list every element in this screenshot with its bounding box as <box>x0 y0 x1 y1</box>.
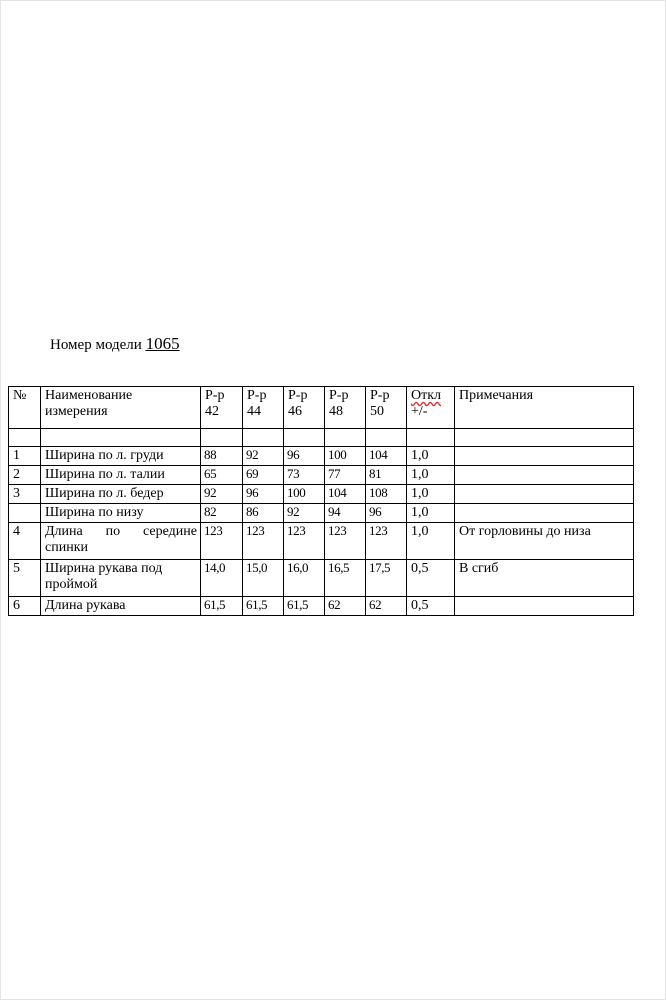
size-44-value: 15,0 <box>243 560 284 597</box>
header-deviation <box>407 387 455 429</box>
row-note <box>455 466 634 485</box>
size-44-value: 92 <box>243 447 284 466</box>
size-48-value: 123 <box>325 523 366 560</box>
size-44-value: 69 <box>243 466 284 485</box>
size-46-value: 92 <box>284 504 325 523</box>
model-label: Номер модели <box>50 337 142 353</box>
size-46-value: 16,0 <box>284 560 325 597</box>
header-size-50 <box>366 387 407 429</box>
row-number: 3 <box>9 485 41 504</box>
size-46-value: 61,5 <box>284 597 325 616</box>
size-50-value: 17,5 <box>366 560 407 597</box>
header-number: № <box>9 387 41 429</box>
header-size-label: Р-р <box>288 388 308 403</box>
header-size-value: 42 <box>205 404 219 420</box>
deviation-value: 1,0 <box>407 447 455 466</box>
row-number: 5 <box>9 560 41 597</box>
row-number: 2 <box>9 466 41 485</box>
size-42-value: 123 <box>201 523 243 560</box>
table-row <box>9 447 634 466</box>
header-size-value: 46 <box>288 404 302 420</box>
header-measurement-name <box>41 387 201 429</box>
header-size-label: Р-р <box>329 388 349 403</box>
size-44-value: 123 <box>243 523 284 560</box>
table-row <box>9 466 634 485</box>
deviation-value: 1,0 <box>407 466 455 485</box>
table-cell <box>243 429 284 447</box>
header-size-44 <box>243 387 284 429</box>
size-46-value: 96 <box>284 447 325 466</box>
row-note <box>455 485 634 504</box>
row-name-line2: проймой <box>45 577 98 593</box>
header-size-value: 50 <box>370 404 384 420</box>
size-44-value: 61,5 <box>243 597 284 616</box>
table-cell <box>455 429 634 447</box>
size-48-value: 94 <box>325 504 366 523</box>
table-cell <box>201 429 243 447</box>
size-42-value: 88 <box>201 447 243 466</box>
size-48-value: 104 <box>325 485 366 504</box>
size-48-value: 100 <box>325 447 366 466</box>
size-44-value: 86 <box>243 504 284 523</box>
row-name: Ширина по л. талии <box>41 466 201 485</box>
size-50-value: 96 <box>366 504 407 523</box>
table-row <box>9 485 634 504</box>
model-number: 1065 <box>145 334 180 353</box>
row-name-line2: спинки <box>45 540 88 556</box>
row-name: Ширина по л. бедер <box>41 485 201 504</box>
deviation-value: 1,0 <box>407 504 455 523</box>
table-row <box>9 560 634 597</box>
header-size-label: Р-р <box>247 388 267 403</box>
size-42-value: 92 <box>201 485 243 504</box>
deviation-value: 1,0 <box>407 523 455 560</box>
table-empty-row <box>9 429 634 447</box>
header-name-line2: измерения <box>45 404 108 420</box>
size-50-value: 123 <box>366 523 407 560</box>
size-48-value: 77 <box>325 466 366 485</box>
table-cell <box>366 429 407 447</box>
size-42-value: 14,0 <box>201 560 243 597</box>
header-size-label: Р-р <box>370 388 390 403</box>
header-deviation-label: Откл <box>411 388 442 403</box>
size-50-value: 81 <box>366 466 407 485</box>
size-42-value: 65 <box>201 466 243 485</box>
model-number-line <box>50 334 180 354</box>
row-note <box>455 504 634 523</box>
table-cell <box>407 429 455 447</box>
size-46-value: 123 <box>284 523 325 560</box>
row-number <box>9 504 41 523</box>
size-42-value: 82 <box>201 504 243 523</box>
header-size-46 <box>284 387 325 429</box>
table-header-row <box>9 387 634 429</box>
size-46-value: 100 <box>284 485 325 504</box>
table-cell <box>325 429 366 447</box>
size-48-value: 16,5 <box>325 560 366 597</box>
size-50-value: 108 <box>366 485 407 504</box>
header-deviation-sign: +/- <box>411 404 428 420</box>
row-name-line1: Длина по середине <box>45 524 197 540</box>
header-size-42 <box>201 387 243 429</box>
row-name: Ширина по л. груди <box>41 447 201 466</box>
size-44-value: 96 <box>243 485 284 504</box>
deviation-value: 1,0 <box>407 485 455 504</box>
table-row <box>9 504 634 523</box>
header-size-value: 44 <box>247 404 261 420</box>
row-note: В сгиб <box>455 560 634 597</box>
size-46-value: 73 <box>284 466 325 485</box>
header-size-label: Р-р <box>205 388 225 403</box>
row-number: 4 <box>9 523 41 560</box>
row-note: От горловины до низа <box>455 523 634 560</box>
row-note <box>455 447 634 466</box>
deviation-value: 0,5 <box>407 597 455 616</box>
row-number: 1 <box>9 447 41 466</box>
row-name <box>41 523 201 560</box>
row-name: Длина рукава <box>41 597 201 616</box>
header-notes: Примечания <box>455 387 634 429</box>
measurement-table <box>8 386 634 616</box>
size-42-value: 61,5 <box>201 597 243 616</box>
deviation-value: 0,5 <box>407 560 455 597</box>
size-48-value: 62 <box>325 597 366 616</box>
row-name <box>41 560 201 597</box>
table-row <box>9 597 634 616</box>
header-size-value: 48 <box>329 404 343 420</box>
table-row <box>9 523 634 560</box>
table-cell <box>9 429 41 447</box>
row-note <box>455 597 634 616</box>
row-name: Ширина по низу <box>41 504 201 523</box>
header-name-line1: Наименование <box>45 388 133 403</box>
table-cell <box>284 429 325 447</box>
size-50-value: 62 <box>366 597 407 616</box>
size-50-value: 104 <box>366 447 407 466</box>
table-cell <box>41 429 201 447</box>
header-size-48 <box>325 387 366 429</box>
row-number: 6 <box>9 597 41 616</box>
row-name-line1: Ширина рукава под <box>45 561 163 577</box>
